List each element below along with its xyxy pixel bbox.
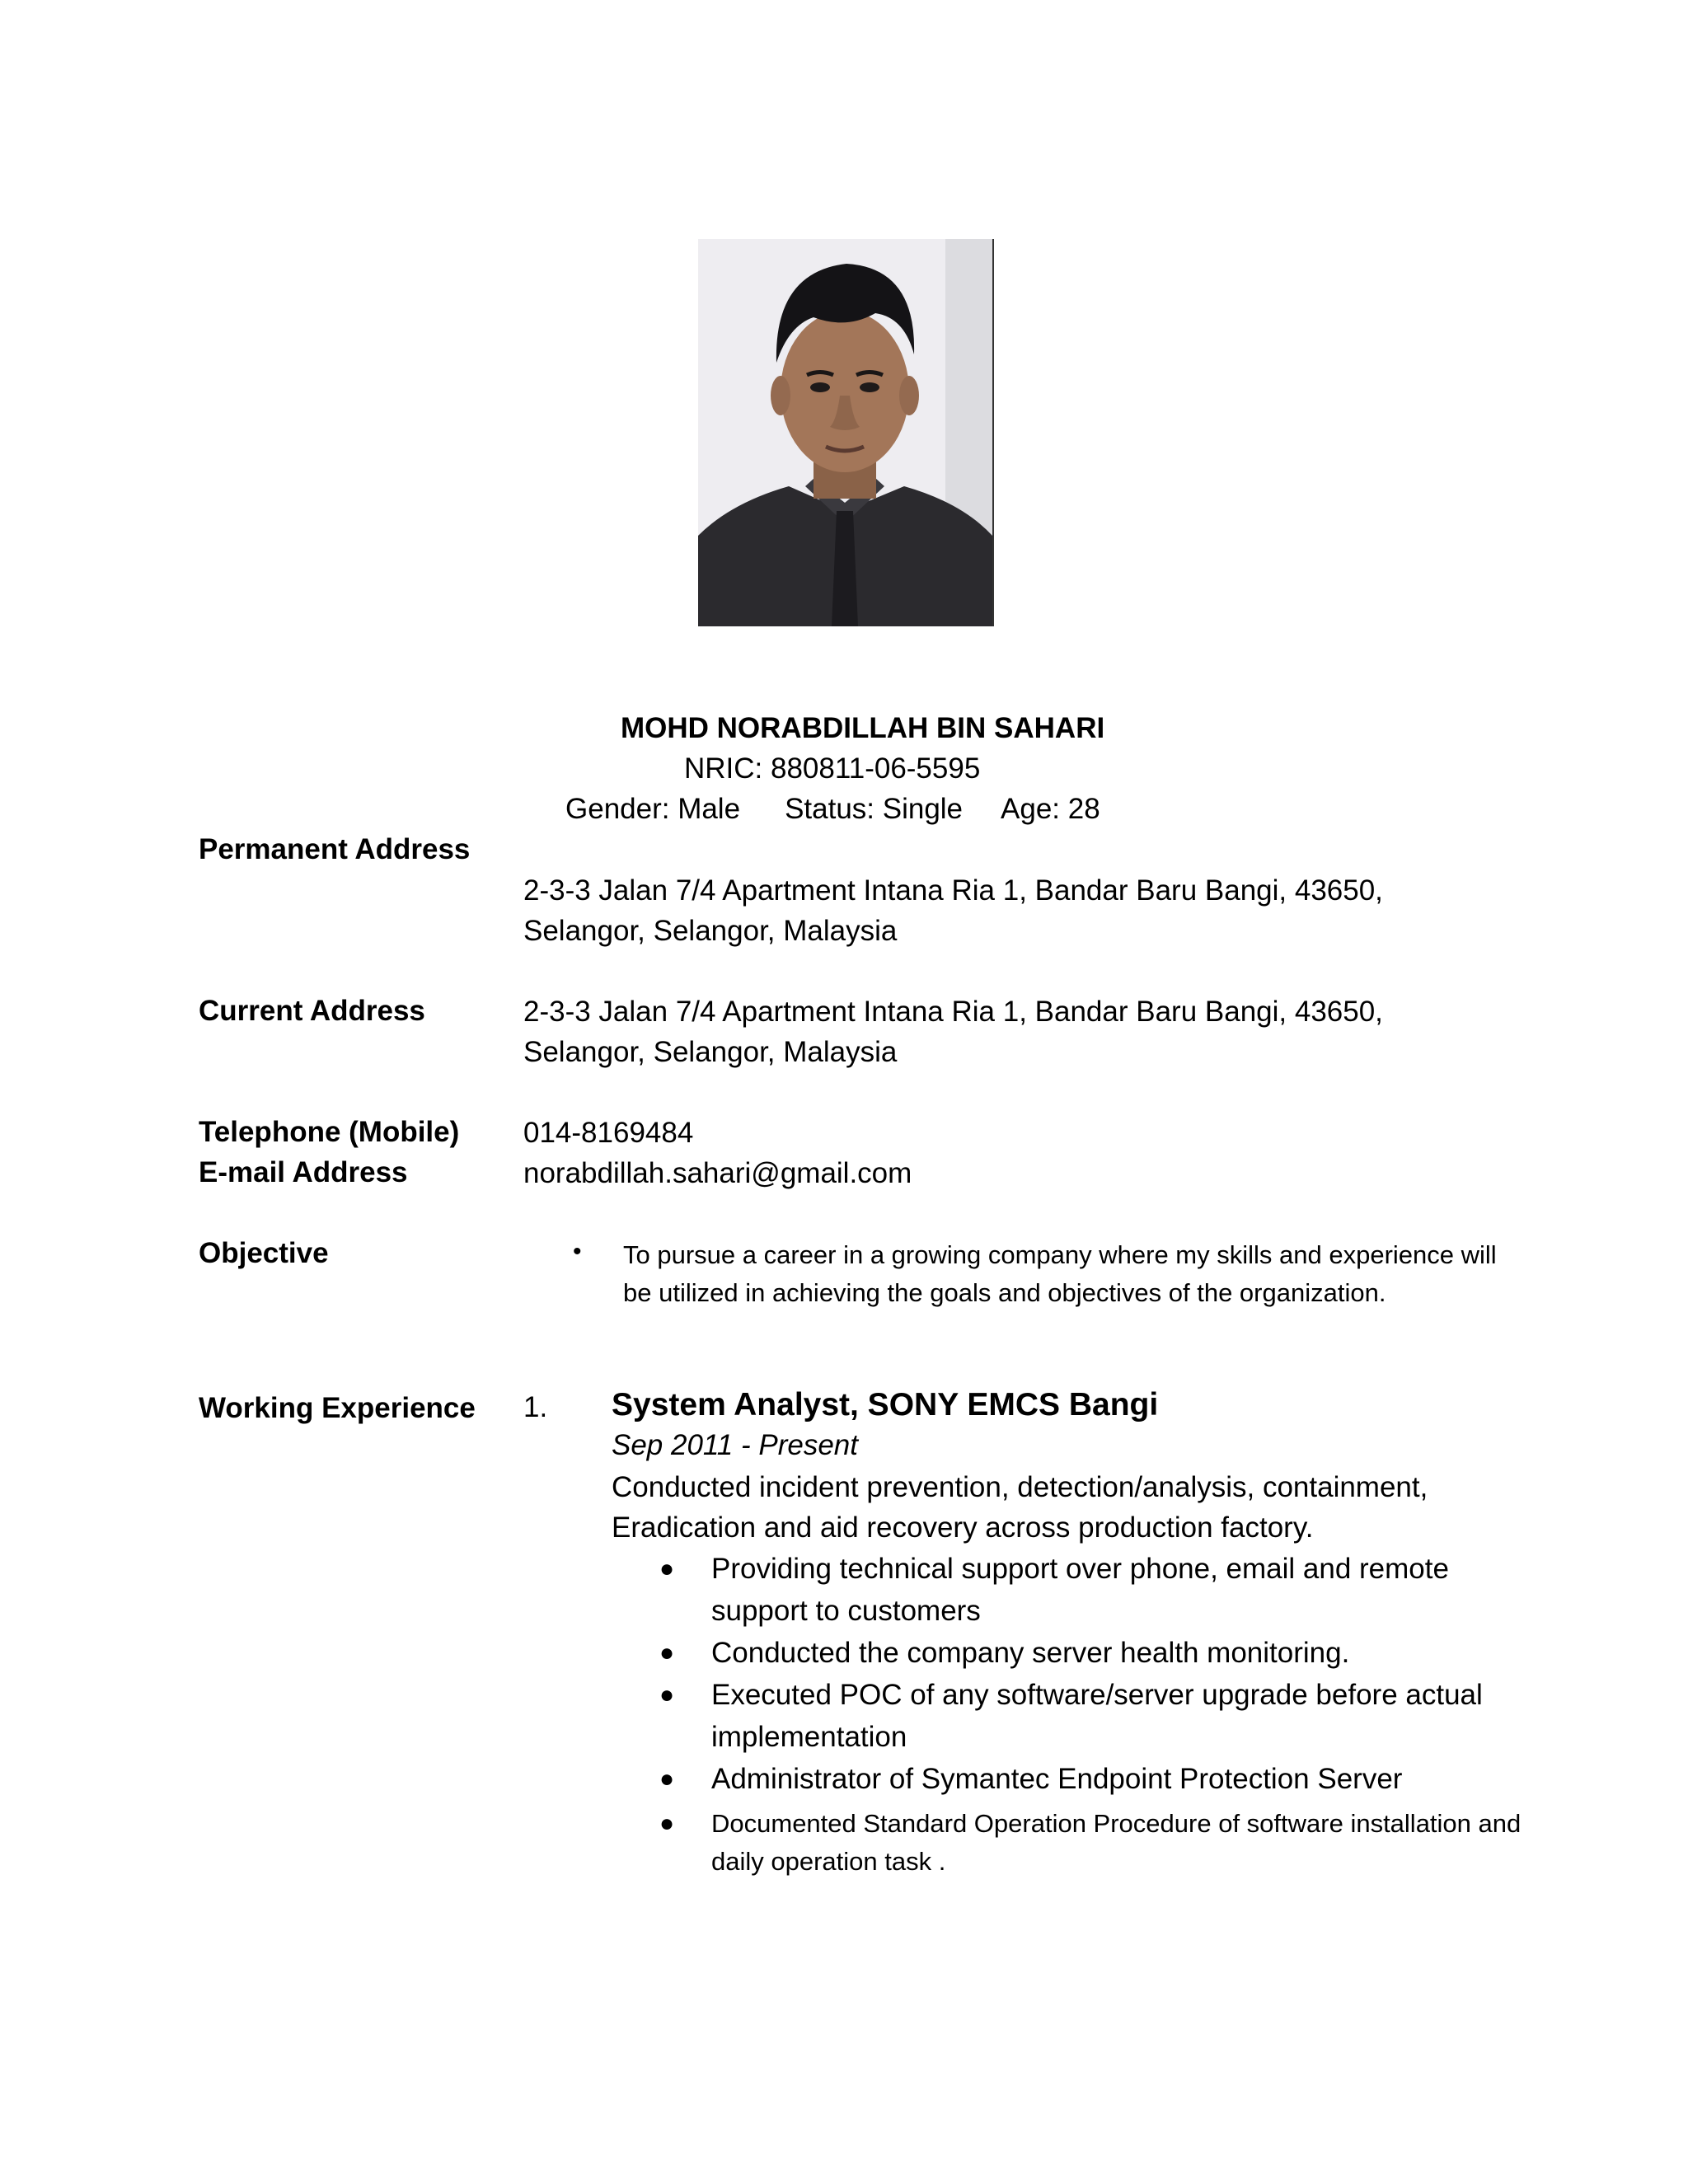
responsibilities-list [659,1548,1533,1881]
email-value: norabdillah.sahari@gmail.com [523,1157,912,1189]
experience-number: 1. [523,1391,548,1423]
responsibility-text: Conducted the company server health monitoring. [711,1637,1350,1669]
candidate-name: MOHD NORABDILLAH BIN SAHARI [621,712,1105,744]
profile-photo [698,239,994,626]
responsibility-text: Executed POC of any software/server upgrade before actual implementation [711,1679,1483,1753]
list-item [659,1674,1533,1758]
bullet-icon: ● [659,1765,675,1793]
job-title: System Analyst, SONY EMCS Bangi [612,1387,1159,1422]
objective-label: Objective [199,1237,329,1269]
nric: NRIC: 880811-06-5595 [684,752,981,785]
responsibility-text: Providing technical support over phone, email and remote support to customers [711,1553,1449,1627]
job-description: Conducted incident prevention, detection/analysis, containment, Eradication and aid recovery across production factory. [612,1471,1428,1544]
gender: Gender: Male [565,793,741,825]
list-item [659,1758,1533,1800]
age: Age: 28 [1001,793,1100,825]
current-address-line-2: Selangor, Selangor, Malaysia [523,1036,898,1068]
current-address-line-1: 2-3-3 Jalan 7/4 Apartment Intana Ria 1, Bandar Baru Bangi, 43650, [523,996,1383,1028]
working-experience-label: Working Experience [199,1392,476,1424]
permanent-address-label: Permanent Address [199,833,471,865]
bullet-icon: ● [659,1555,675,1582]
permanent-address-line-1: 2-3-3 Jalan 7/4 Apartment Intana Ria 1, Bandar Baru Bangi, 43650, [523,874,1383,907]
bullet-icon: ● [659,1810,675,1837]
objective-bullet: • [573,1238,582,1265]
marital-status: Status: Single [785,793,964,825]
job-date: Sep 2011 - Present [612,1429,858,1461]
permanent-address-line-2: Selangor, Selangor, Malaysia [523,915,898,947]
bullet-icon: ● [659,1681,675,1708]
responsibility-text: Documented Standard Operation Procedure of software installation and daily operation task . [711,1809,1522,1876]
list-item [659,1805,1533,1881]
demographics [565,793,1100,826]
list-item [659,1632,1533,1674]
telephone-value: 014-8169484 [523,1117,694,1149]
bullet-icon: ● [659,1639,675,1666]
responsibility-text: Administrator of Symantec Endpoint Protection Server [711,1763,1403,1795]
current-address-label: Current Address [199,995,425,1027]
list-item [659,1548,1533,1632]
email-label: E-mail Address [199,1156,408,1188]
telephone-label: Telephone (Mobile) [199,1116,460,1148]
objective-text: To pursue a career in a growing company where my skills and experience will be utilized in achieving the goals and objectives of the organization. [623,1240,1497,1307]
